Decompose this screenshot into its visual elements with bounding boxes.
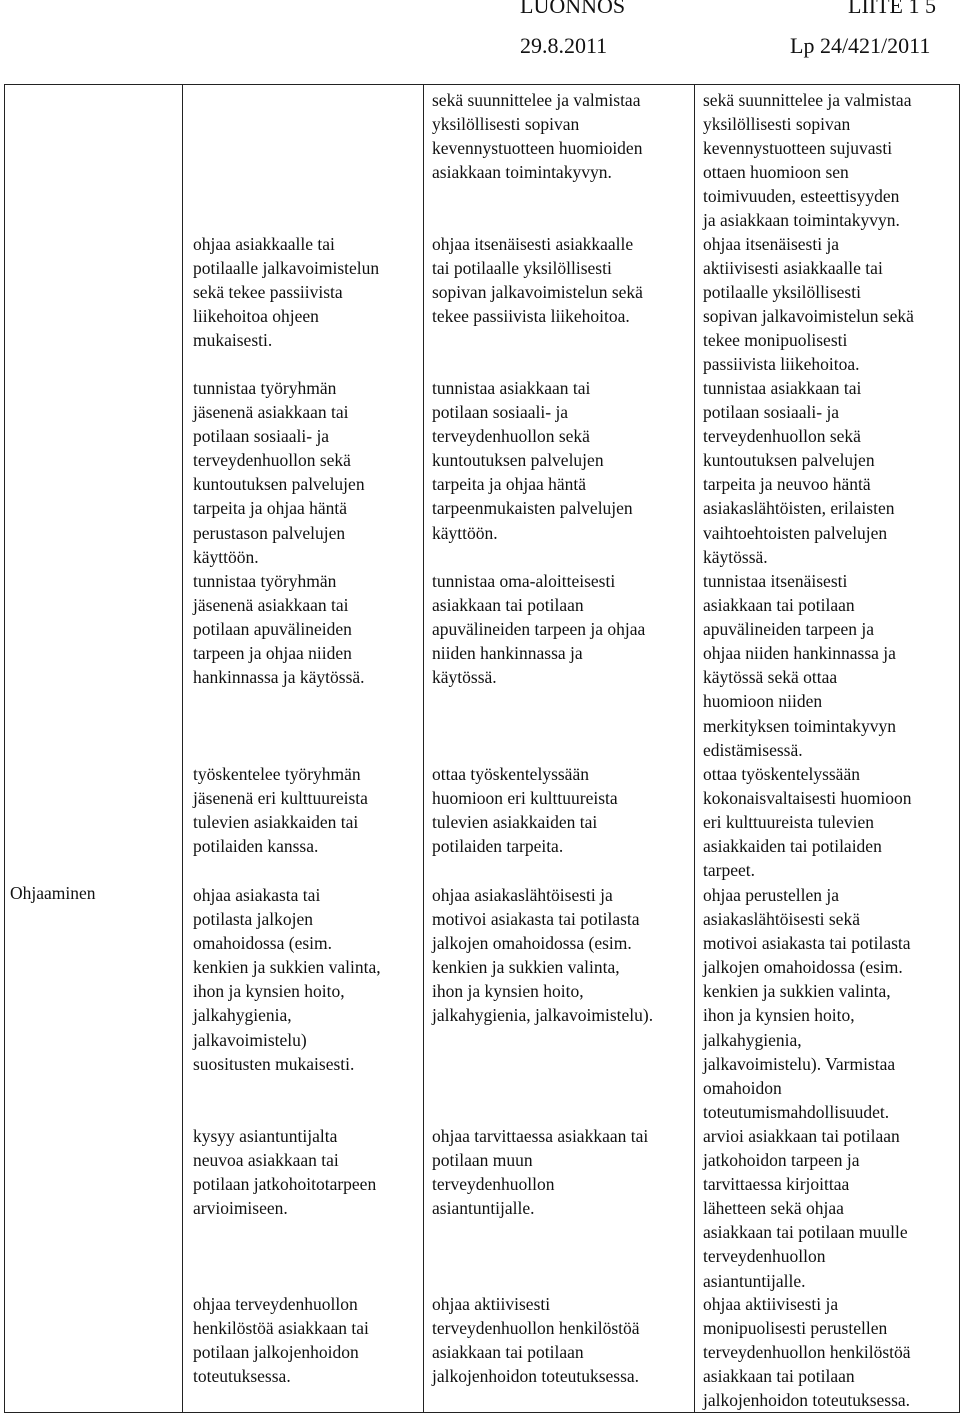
column-divider [4,84,5,1413]
table-cell: ohjaa asiakaslähtöisesti ja motivoi asiakasta tai potilasta jalkojen omahoidossa (esim. kenkien ja sukkien valinta, ihon ja kynsien hoito, jalkahygienia, jalkavoimistelu). [432,885,654,1026]
table-cell: kysyy asiantuntijalta neuvoa asiakkaan tai potilaan jatkohoitotarpeen arvioimiseen. [193,1126,377,1219]
table-cell: ohjaa asiakasta tai potilasta jalkojen omahoidossa (esim. kenkien ja sukkien valinta, ihon ja kynsien hoito, jalkahygienia, jalkavoimistelu) suositusten mukaisesti. [193,885,381,1074]
document-date: 29.8.2011 [520,33,608,58]
document-reference: Lp 24/421/2011 [790,33,931,58]
table-cell: tunnistaa työryhmän jäsenenä asiakkaan tai potilaan sosiaali- ja terveydenhuollon sekä kuntoutuksen palvelujen tarpeita ja ohjaa häntä perustason palvelujen käyttöön. [193,378,365,567]
column-divider [182,84,183,1413]
table-cell: tunnistaa itsenäisesti asiakkaan tai potilaan apuvälineiden tarpeen ja ohjaa niiden hankinnassa ja käytössä sekä ottaa huomioon niiden merkityksen toimintakyvyn edistämisessä. [703,571,896,760]
table-cell: tunnistaa oma-aloitteisesti asiakkaan tai potilaan apuvälineiden tarpeen ja ohjaa niiden hankinnassa ja käytössä. [432,571,646,688]
table-cell: ohjaa itsenäisesti asiakkaalle tai potilaalle yksilöllisesti sopivan jalkavoimistelun sekä tekee passiivista liikehoitoa. [432,234,643,327]
table-cell: sekä suunnittelee ja valmistaa yksilöllisesti sopivan kevennystuotteen sujuvasti ottaen huomioon sen toimivuuden, esteettisyyden ja asiakkaan toimintakyvyn. [703,90,912,231]
table-top-border [4,84,960,85]
table-cell: ohjaa itsenäisesti ja aktiivisesti asiakkaalle tai potilaalle yksilöllisesti sopivan jalkavoimistelun sekä tekee monipuolisesti passiivista liikehoitoa. [703,234,914,375]
table-cell: sekä suunnittelee ja valmistaa yksilöllisesti sopivan kevennystuotteen huomioiden asiakkaan toimintakyvyn. [432,90,643,183]
table-cell: tunnistaa asiakkaan tai potilaan sosiaali- ja terveydenhuollon sekä kuntoutuksen palvelujen tarpeita ja ohjaa häntä tarpeenmukaisten palvelujen käyttöön. [432,378,633,543]
row-label: Ohjaaminen [10,883,96,903]
table-cell: arvioi asiakkaan tai potilaan jatkohoidon tarpeen ja tarvittaessa kirjoittaa lähetteen sekä ohjaa asiakkaan tai potilaan muulle terveydenhuollon asiantuntijalle. [703,1126,908,1291]
table-cell: tunnistaa asiakkaan tai potilaan sosiaali- ja terveydenhuollon sekä kuntoutuksen palvelujen tarpeita ja neuvoo häntä asiakaslähtöisten, erilaisten vaihtoehtoisten palvelujen käytössä. [703,378,895,567]
table-cell: ohjaa aktiivisesti terveydenhuollon henkilöstöä asiakkaan tai potilaan jalkojenhoidon toteutuksessa. [432,1294,640,1387]
table-cell: ohjaa asiakkaalle tai potilaalle jalkavoimistelun sekä tekee passiivista liikehoitoa ohjeen mukaisesti. [193,234,380,351]
table-cell: ohjaa perustellen ja asiakaslähtöisesti sekä motivoi asiakasta tai potilasta jalkojen omahoidossa (esim. kenkien ja sukkien valinta, ihon ja kynsien hoito, jalkahygienia, jalkavoimistelu). Varmistaa omahoidon toteutumismahdollisuudet. [703,885,911,1122]
table-cell: ohjaa aktiivisesti ja monipuolisesti perustellen terveydenhuollon henkilöstöä asiakkaan tai potilaan jalkojenhoidon toteutuksessa. [703,1294,911,1411]
table-cell: ottaa työskentelyssään kokonaisvaltaisesti huomioon eri kulttuureista tulevien asiakkaiden tai potilaiden tarpeet. [703,764,912,881]
column-divider [694,84,695,1413]
table-cell: ohjaa tarvittaessa asiakkaan tai potilaan muun terveydenhuollon asiantuntijalle. [432,1126,649,1219]
table-cell: ottaa työskentelyssään huomioon eri kulttuureista tulevien asiakkaiden tai potilaiden tarpeita. [432,764,618,857]
table-cell: työskentelee työryhmän jäsenenä eri kulttuureista tulevien asiakkaiden tai potilaiden kanssa. [193,764,368,857]
appendix-number: LIITE 1 5 [848,0,936,18]
draft-label: LUONNOS [520,0,626,18]
table-cell: tunnistaa työryhmän jäsenenä asiakkaan tai potilaan apuvälineiden tarpeen ja ohjaa niiden hankinnassa ja käytössä. [193,571,365,688]
table-cell: ohjaa terveydenhuollon henkilöstöä asiakkaan tai potilaan jalkojenhoidon toteutuksessa. [193,1294,369,1387]
